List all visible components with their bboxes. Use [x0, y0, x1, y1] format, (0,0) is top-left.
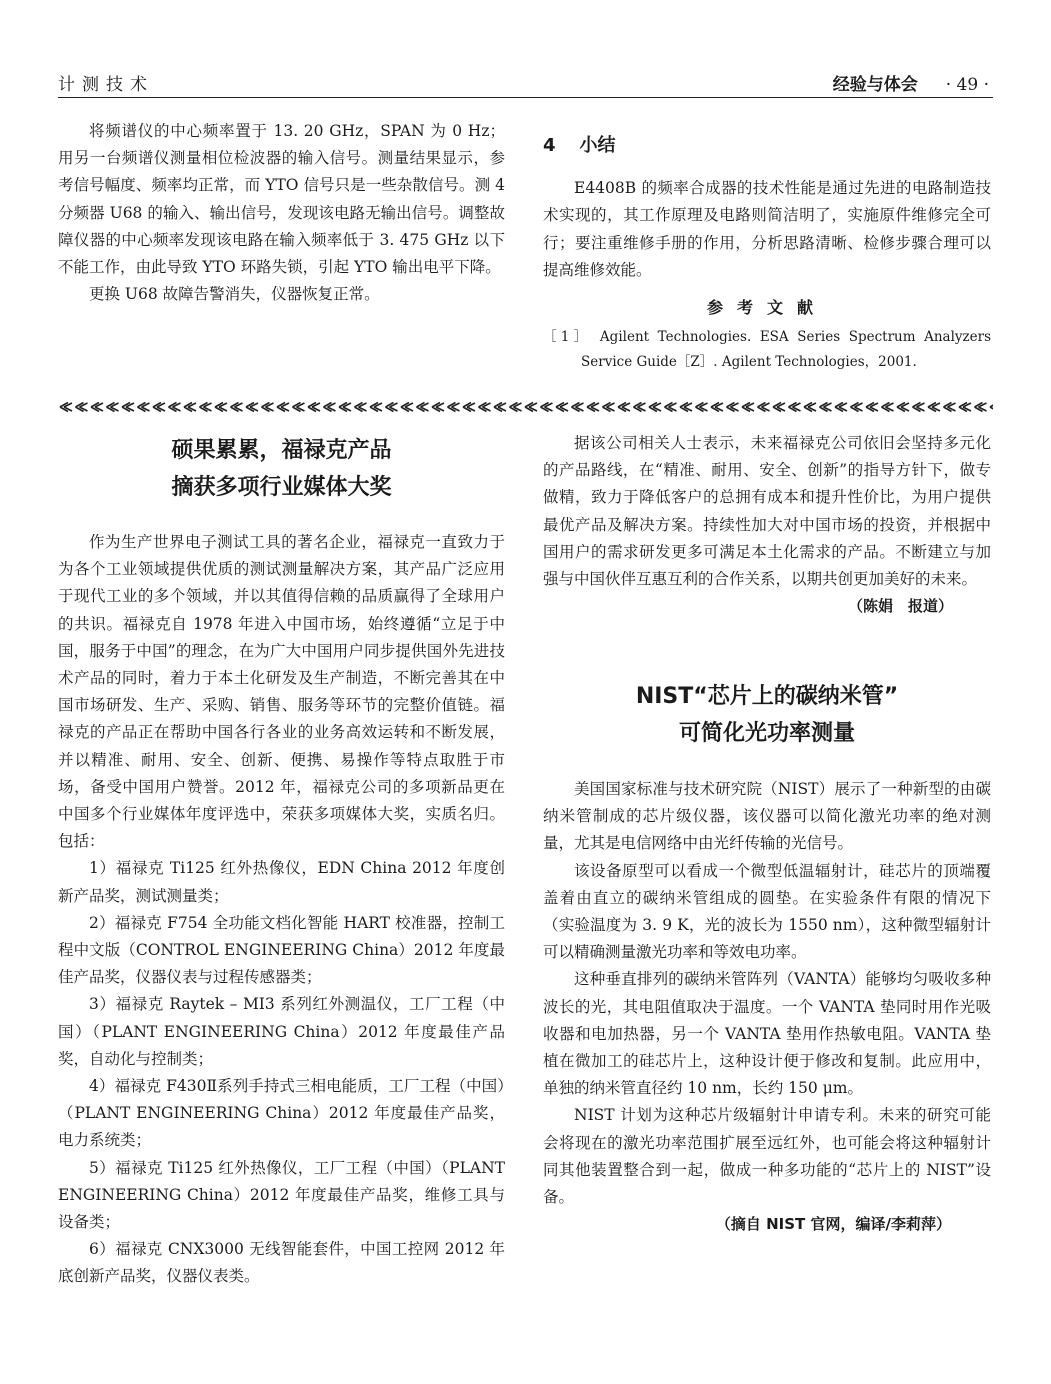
arrow-divider-graphic — [58, 400, 993, 414]
section-heading — [543, 132, 991, 159]
top-left-column — [58, 118, 505, 308]
page-header-right — [833, 70, 989, 95]
article1-continuation — [543, 430, 991, 620]
body-paragraph: 该设备原型可以看成一个微型低温辐射计，硅芯片的顶端覆盖着由直立的碳纳米管组成的圆垫。在实验条件有限的情况下（实验温度为 3. 9 K，光的波长为 1550 nm），这种微型辐射计可以精确测量激光功率和等效电功率。 — [543, 861, 991, 962]
award-item: 5）福禄克 Ti125 红外热像仪，工厂工程（中国）（PLANT ENGINEERING China）2012 年度最佳产品奖，维修工具与设备类； — [58, 1158, 505, 1232]
body-paragraph: 更换 U68 故障告警消失，仪器恢复正常。 — [89, 285, 380, 304]
award-item: 1）福禄克 Ti125 红外热像仪，EDN China 2012 年度创新产品奖，测试测量类； — [58, 859, 505, 905]
reference-item: ［1］ Agilent Technologies. ESA Series Spectrum Analyzers Service Guide［Z］. Agilent Technologies，2001. — [543, 329, 991, 371]
section-number: 4 — [543, 135, 556, 156]
section-name: 经验与体会 — [832, 75, 918, 95]
journal-name: 计测技术 — [58, 75, 154, 95]
body-paragraph: 美国国家标准与技术研究院（NIST）展示了一种新型的由碳纳米管制成的芯片级仪器，该仪器可以简化激光功率的绝对测量，尤其是电信网络中由光纤传输的光信号。 — [543, 780, 991, 853]
summary-paragraph: E4408B 的频率合成器的技术性能是通过先进的电路制造技术实现的，其工作原理及电路则简洁明了，实施原件维修完全可行；要注重维修手册的作用，分析思路清晰、检修步骤合理可以提高维修效能。 — [543, 179, 991, 279]
award-item: 2）福禄克 F754 全功能文档化智能 HART 校准器，控制工程中文版（CONTROL ENGINEERING China）2012 年度最佳产品奖，仪器仪表与过程传感器类； — [58, 913, 505, 987]
page-number: · 49 · — [945, 75, 989, 95]
section-title: 小结 — [579, 135, 616, 156]
article1-title — [58, 432, 505, 506]
top-right-column — [543, 132, 991, 375]
body-paragraph: 据该公司相关人士表示，未来福禄克公司依旧会坚持多元化的产品路线，在“精准、耐用、安全、创新”的指导方针下，做专做精，致力于降低客户的总拥有成本和提升性价比，为用户提供最优产品及解决方案。持续性加大对中国市场的投资，并根据中国用户的需求研发更多可满足本土化需求的产品。不断建立与加强与中国伙伴互惠互利的合作关系，以期共创更加美好的未来。 — [543, 434, 991, 589]
award-item: 6）福禄克 CNX3000 无线智能套件，中国工控网 2012 年底创新产品奖，仪器仪表类。 — [58, 1240, 505, 1286]
article2-title-line1: NIST“芯片上的碳纳米管” — [635, 684, 899, 709]
article2-title — [543, 678, 991, 752]
article1-title-line1: 硕果累累，福禄克产品 — [171, 438, 392, 463]
decorative-divider — [58, 399, 993, 413]
references-heading: 参考文献 — [706, 298, 827, 318]
body-paragraph: 作为生产世界电子测试工具的著名企业，福禄克一直致力于为各个工业领域提供优质的测试测量解决方案，其产品广泛应用于现代工业的多个领域，并以其值得信赖的品质赢得了全球用户的共识。福禄克自 1978 年进入中国市场，始终遵循“立足于中国，服务于中国”的理念，在为广大中国用户同步提供国外先进技术产品的同时，着力于本土化研发及生产制造，不断完善其在中国市场研发、生产、采购、销售、服务等环节的完整价值链。福禄克的产品正在帮助中国各行各业的业务高效运转和不断发展，并以精准、耐用、安全、创新、便携、易操作等特点取胜于市场，备受中国用户赞誉。2012 年，福禄克公司的多项新品更在中国多个行业媒体年度评选中，荣获多项媒体大奖，实质名归。包括： — [58, 533, 505, 851]
award-item: 3）福禄克 Raytek – MI3 系列红外测温仪，工厂工程（中国）（PLANT ENGINEERING China）2012 年度最佳产品奖，自动化与控制类； — [58, 995, 505, 1068]
article1-title-line2: 摘获多项行业媒体大奖 — [171, 475, 392, 500]
article2-credit: （摘自 NIST 官网，编译/李莉萍） — [715, 1215, 951, 1234]
body-paragraph: 这种垂直排列的碳纳米管阵列（VANTA）能够均匀吸收多种波长的光，其电阻值取决于温度。一个 VANTA 垫同时用作光吸收器和电加热器，另一个 VANTA 垫用作热敏电阻。VANTA 垫植在微加工的硅芯片上，这种设计便于修改和复制。此应用中，单独的纳米管直径约 10 nm，长约 150 μm。 — [543, 970, 991, 1098]
article1-body — [58, 529, 505, 1291]
body-paragraph: 将频谱仪的中心频率置于 13. 20 GHz，SPAN 为 0 Hz；用另一台频谱仪测量相位检波器的输入信号。测量结果显示，参考信号幅度、频率均正常，而 YTO 信号只是一些杂散信号。测 4 分频器 U68 的输入、输出信号，发现该电路无输出信号。调整故障仪器的中心频率发现该电路在输入频率低于 3. 475 GHz 以下不能工作，由此导致 YTO 环路失锁，引起 YTO 输出电平下降。 — [58, 122, 505, 277]
award-item: 4）福禄克 F430Ⅱ系列手持式三相电能质，工厂工程（中国）（PLANT ENGINEERING China）2012 年度最佳产品奖，电力系统类； — [58, 1077, 505, 1150]
header-rule — [58, 97, 993, 98]
article2-body — [543, 776, 991, 1238]
article2-title-line2: 可简化光功率测量 — [678, 721, 855, 746]
article1-credit: （陈娟 报道） — [847, 597, 953, 616]
body-paragraph: NIST 计划为这种芯片级辐射计申请专利。未来的研究可能会将现在的激光功率范围扩展至远红外，也可能会将这种辐射计同其他装置整合到一起，做成一种多功能的“芯片上的 NIST”设备。 — [543, 1106, 991, 1207]
